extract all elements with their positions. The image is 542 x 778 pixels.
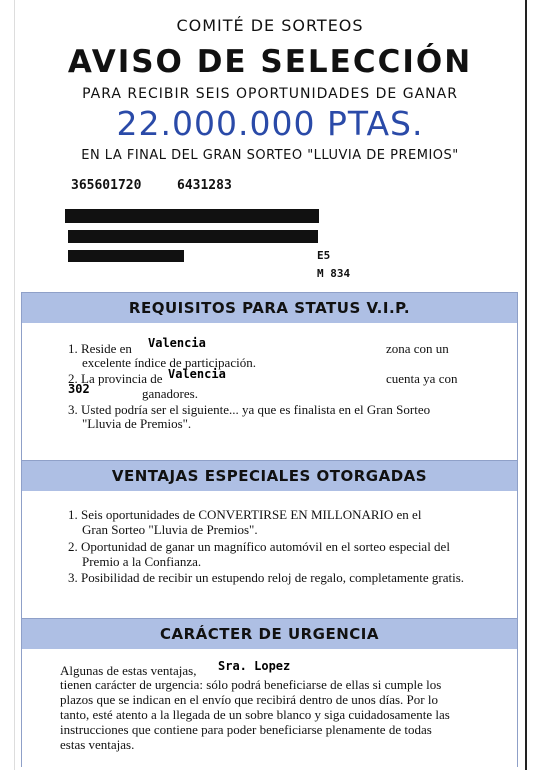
urgency-line-2: plazos que se indican en el envío que recibirá dentro de unos días. Por lo <box>60 692 438 707</box>
address-code-1: E5 <box>317 249 331 262</box>
urgency-lead: Algunas de estas ventajas, <box>60 663 197 678</box>
req-item2-city: Valencia <box>168 367 226 381</box>
req-item1-prefix: 1. Reside en <box>68 341 132 356</box>
redacted-address <box>68 230 318 243</box>
requirements-title: REQUISITOS PARA STATUS V.I.P. <box>22 293 517 323</box>
letter-page <box>14 0 527 770</box>
advantages-title: VENTAJAS ESPECIALES OTORGADAS <box>22 461 517 491</box>
req-item1-suffix: zona con un <box>386 341 449 356</box>
prize-amount: 22.000.000 PTAS. <box>116 104 424 143</box>
final-line: EN LA FINAL DEL GRAN SORTEO "LLUVIA DE PREMIOS" <box>81 148 459 163</box>
urgency-line-1: tienen carácter de urgencia: sólo podrá beneficiarse de ellas si cumple los <box>60 677 442 692</box>
urgency-title: CARÁCTER DE URGENCIA <box>22 619 517 649</box>
advantages-section <box>21 460 518 620</box>
redacted-name <box>65 209 319 223</box>
subtitle: PARA RECIBIR SEIS OPORTUNIDADES DE GANAR <box>82 86 458 102</box>
reference-number-1: 365601720 <box>71 178 142 193</box>
adv-item1-line2: Gran Sorteo "Lluvia de Premios". <box>82 522 258 537</box>
req-item2-suffix: cuenta ya con <box>386 371 458 386</box>
urgency-section <box>21 618 518 767</box>
committee-heading: COMITÉ DE SORTEOS <box>176 16 364 35</box>
req-item1-line2: excelente índice de participación. <box>82 355 256 370</box>
requirements-section <box>21 292 518 462</box>
adv-item2-line2: Premio a la Confianza. <box>82 554 202 569</box>
address-code-2: M 834 <box>317 267 351 280</box>
req-item1-city: Valencia <box>148 336 206 350</box>
req-item2-prefix: 2. La provincia de <box>68 371 163 386</box>
adv-item2-line1: 2. Oportunidad de ganar un magnífico automóvil en el sorteo especial del <box>68 539 450 554</box>
urgency-name: Sra. Lopez <box>218 659 291 673</box>
urgency-line-4: instrucciones que contiene para poder beneficiarse plenamente de todas <box>60 722 432 737</box>
reference-number-2: 6431283 <box>177 178 232 193</box>
req-item2-count: 302 <box>68 382 90 396</box>
notice-title: AVISO DE SELECCIÓN <box>67 44 473 80</box>
urgency-line-3: tanto, esté atento a la llegada de un sobre blanco y siga cuidadosamente las <box>60 707 450 722</box>
req-item3-line1: 3. Usted podría ser el siguiente... ya que es finalista en el Gran Sorteo <box>68 402 431 417</box>
redacted-city <box>68 250 184 262</box>
req-item2-line2: ganadores. <box>142 386 198 401</box>
adv-item1-line1: 1. Seis oportunidades de CONVERTIRSE EN MILLONARIO en el <box>68 507 422 522</box>
adv-item3-line1: 3. Posibilidad de recibir un estupendo reloj de regalo, completamente gratis. <box>68 570 465 585</box>
req-item3-line2: "Lluvia de Premios". <box>82 416 192 431</box>
urgency-line-5: estas ventajas. <box>60 737 135 752</box>
